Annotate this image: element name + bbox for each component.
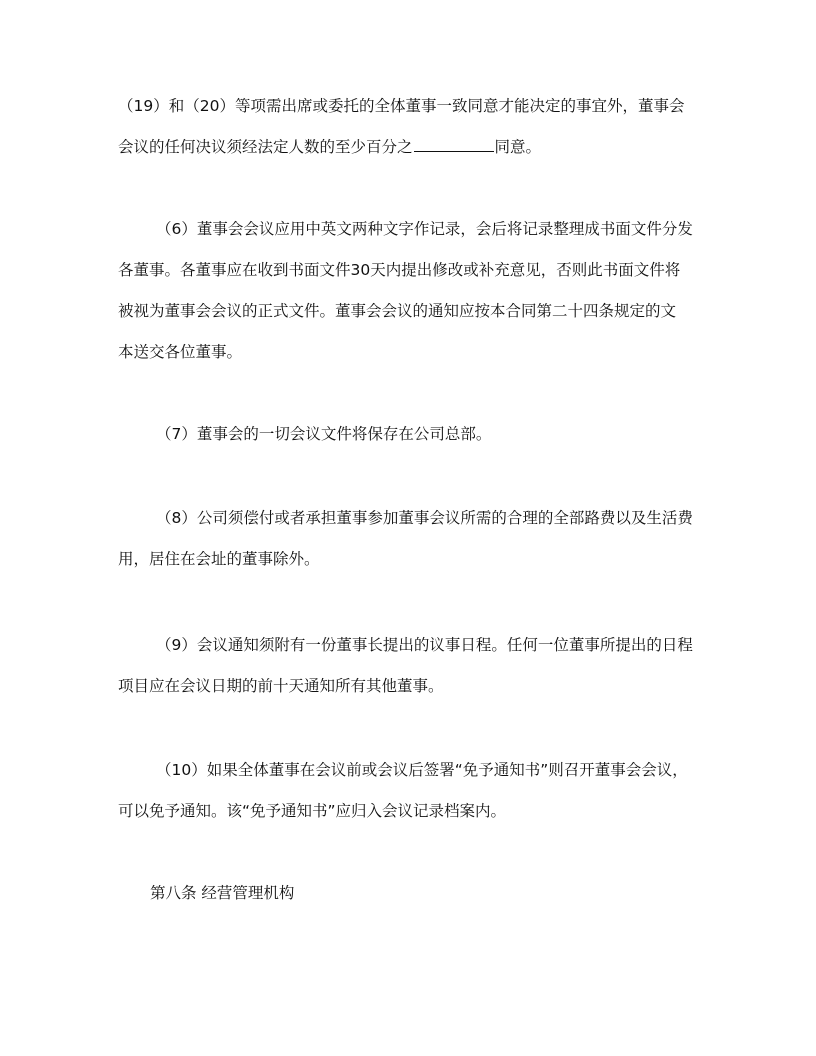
text-fragment: 会议的任何决议须经法定人数的至少百分之 bbox=[118, 138, 413, 156]
paragraph-9 bbox=[118, 625, 700, 707]
text-line: 各董事。各董事应在收到书面文件30天内提出修改或补充意见，否则此书面文件将 bbox=[118, 261, 681, 279]
text-line: 本送交各位董事。 bbox=[118, 343, 243, 361]
section-heading: 第八条 经营管理机构 bbox=[150, 884, 295, 902]
text-line: 被视为董事会会议的正式文件。董事会会议的通知应按本合同第二十四条规定的文 bbox=[118, 302, 677, 320]
text-line: （19）和（20）等项需出席或委托的全体董事一致同意才能决定的事宜外，董事会 bbox=[118, 97, 685, 115]
text-line: 项目应在会议日期的前十天通知所有其他董事。 bbox=[118, 677, 444, 695]
text-line: （7）董事会的一切会议文件将保存在公司总部。 bbox=[156, 425, 492, 443]
fill-in-blank bbox=[414, 136, 494, 153]
paragraph-continuation bbox=[118, 86, 700, 168]
paragraph-6 bbox=[118, 209, 700, 373]
paragraph-7 bbox=[118, 414, 700, 455]
text-line: （6）董事会会议应用中英文两种文字作记录，会后将记录整理成书面文件分发 bbox=[156, 220, 693, 238]
text-line: （10）如果全体董事在会议前或会议后签署“免予通知书”则召开董事会会议， bbox=[156, 761, 688, 779]
text-line: （8）公司须偿付或者承担董事参加董事会议所需的合理的全部路费以及生活费 bbox=[156, 509, 693, 527]
paragraph-10 bbox=[118, 750, 700, 832]
text-line: 用，居住在会址的董事除外。 bbox=[118, 550, 320, 568]
paragraph-8 bbox=[118, 498, 700, 580]
text-line: 可以免予通知。该“免予通知书”应归入会议记录档案内。 bbox=[118, 802, 507, 820]
text-fragment: 同意。 bbox=[494, 138, 542, 156]
text-line: （9）会议通知须附有一份董事长提出的议事日程。任何一位董事所提出的日程 bbox=[156, 636, 693, 654]
text-line bbox=[118, 127, 700, 168]
